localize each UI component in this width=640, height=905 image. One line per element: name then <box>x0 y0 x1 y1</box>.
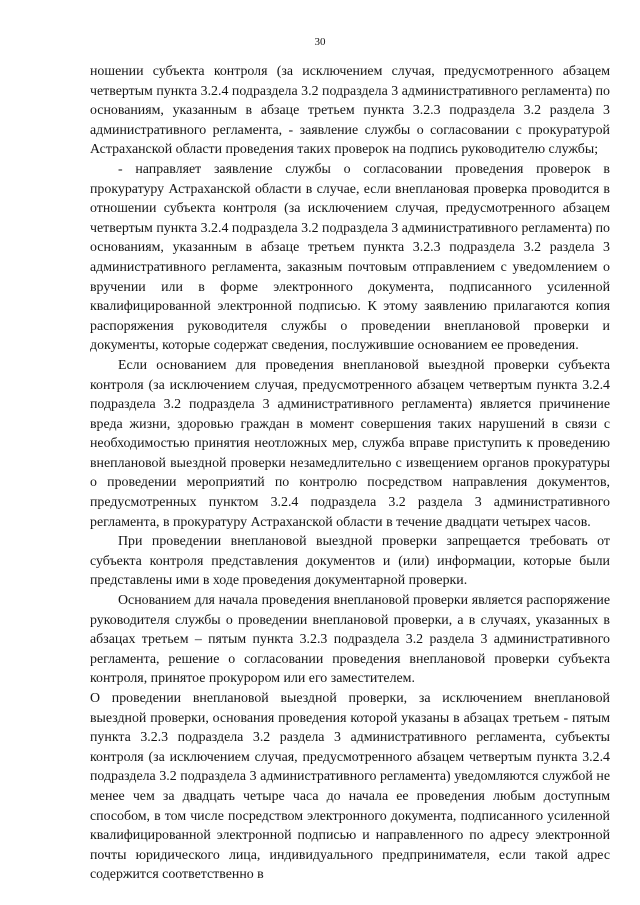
paragraph-2: - направляет заявление службы о согласовании проведения проверок в прокуратуру Астраханской области в случае, если внеплановая проверка проводится в отношении субъекта контроля (за исключением случая, предусмотренного абзацем четвертым пункта 3.2.4 подраздела 3.2 подраздела 3 административного регламента) по основаниям, указанным в абзаце третьем пункта 3.2.3 подраздела 3.2 раздела 3 административного регламента, заказным почтовым отправлением с уведомлением о вручении или в форме электронного документа, подписанного усиленной квалифицированной электронной подписью. К этому заявлению прилагаются копия распоряжения руководителя службы о проведении внеплановой проверки и документы, которые содержат сведения, послужившие основанием ее проведения. <box>90 161 610 354</box>
paragraph-4: При проведении внеплановой выездной проверки запрещается требовать от субъекта контроля представления документов и (или) информации, которые были представлены ими в ходе проведения документарной проверки. <box>90 534 610 589</box>
paragraph-6: О проведении внеплановой выездной проверки, за исключением внеплановой выездной проверки, основания проведения которой указаны в абзацах третьем - пятым пункта 3.2.3 подраздела 3.2 раздела 3 административного регламента, субъекты контроля (за исключением случая, предусмотренного абзацем четвертым пункта 3.2.4 подраздела 3.2 подраздела 3 административного регламента) уведомляются службой не менее чем за двадцать четыре часа до начала ее проведения любым доступным способом, в том числе посредством электронного документа, подписанного усиленной квалифицированной электронной подписью и направленного по адресу электронной почты юридического лица, индивидуального предпринимателя, если такой адрес содержится соответственно в <box>90 691 610 883</box>
page-number: 30 <box>314 36 326 48</box>
paragraph-5: Основанием для начала проведения внеплановой проверки является распоряжение руководителя службы о проведении внеплановой проверки, а в случаях, указанных в абзацах третьем – пятым пункта 3.2.3 подраздела 3.2 раздела 3 административного регламента, решение о согласовании проведения внеплановой проверки субъекта контроля, принятое прокурором или его заместителем. <box>90 593 610 687</box>
paragraph-1: ношении субъекта контроля (за исключением случая, предусмотренного абзацем четвертым пункта 3.2.4 подраздела 3.2 подраздела 3 административного регламента) по основаниям, указанным в абзаце третьем пункта 3.2.3 подраздела 3.2 раздела 3 административного регламента, - заявление службы о согласовании с прокуратурой Астраханской области проведения таких проверок на подпись руководителю службы; <box>90 64 610 158</box>
paragraph-3: Если основанием для проведения внеплановой выездной проверки субъекта контроля (за исключением случая, предусмотренного абзацем четвертым пункта 3.2.4 подраздела 3.2 подраздела 3 административного регламента) является причинение вреда жизни, здоровью граждан в момент совершения таких нарушений в связи с необходимостью принятия неотложных мер, служба вправе приступить к проведению внеплановой выездной проверки незамедлительно с извещением органов прокуратуры о проведении мероприятий по контролю посредством направления документов, предусмотренных пунктом 3.2.4 подраздела 3.2 раздела 3 административного регламента, в прокуратуру Астраханской области в течение двадцати четырех часов. <box>90 357 610 530</box>
document-body <box>90 62 610 885</box>
